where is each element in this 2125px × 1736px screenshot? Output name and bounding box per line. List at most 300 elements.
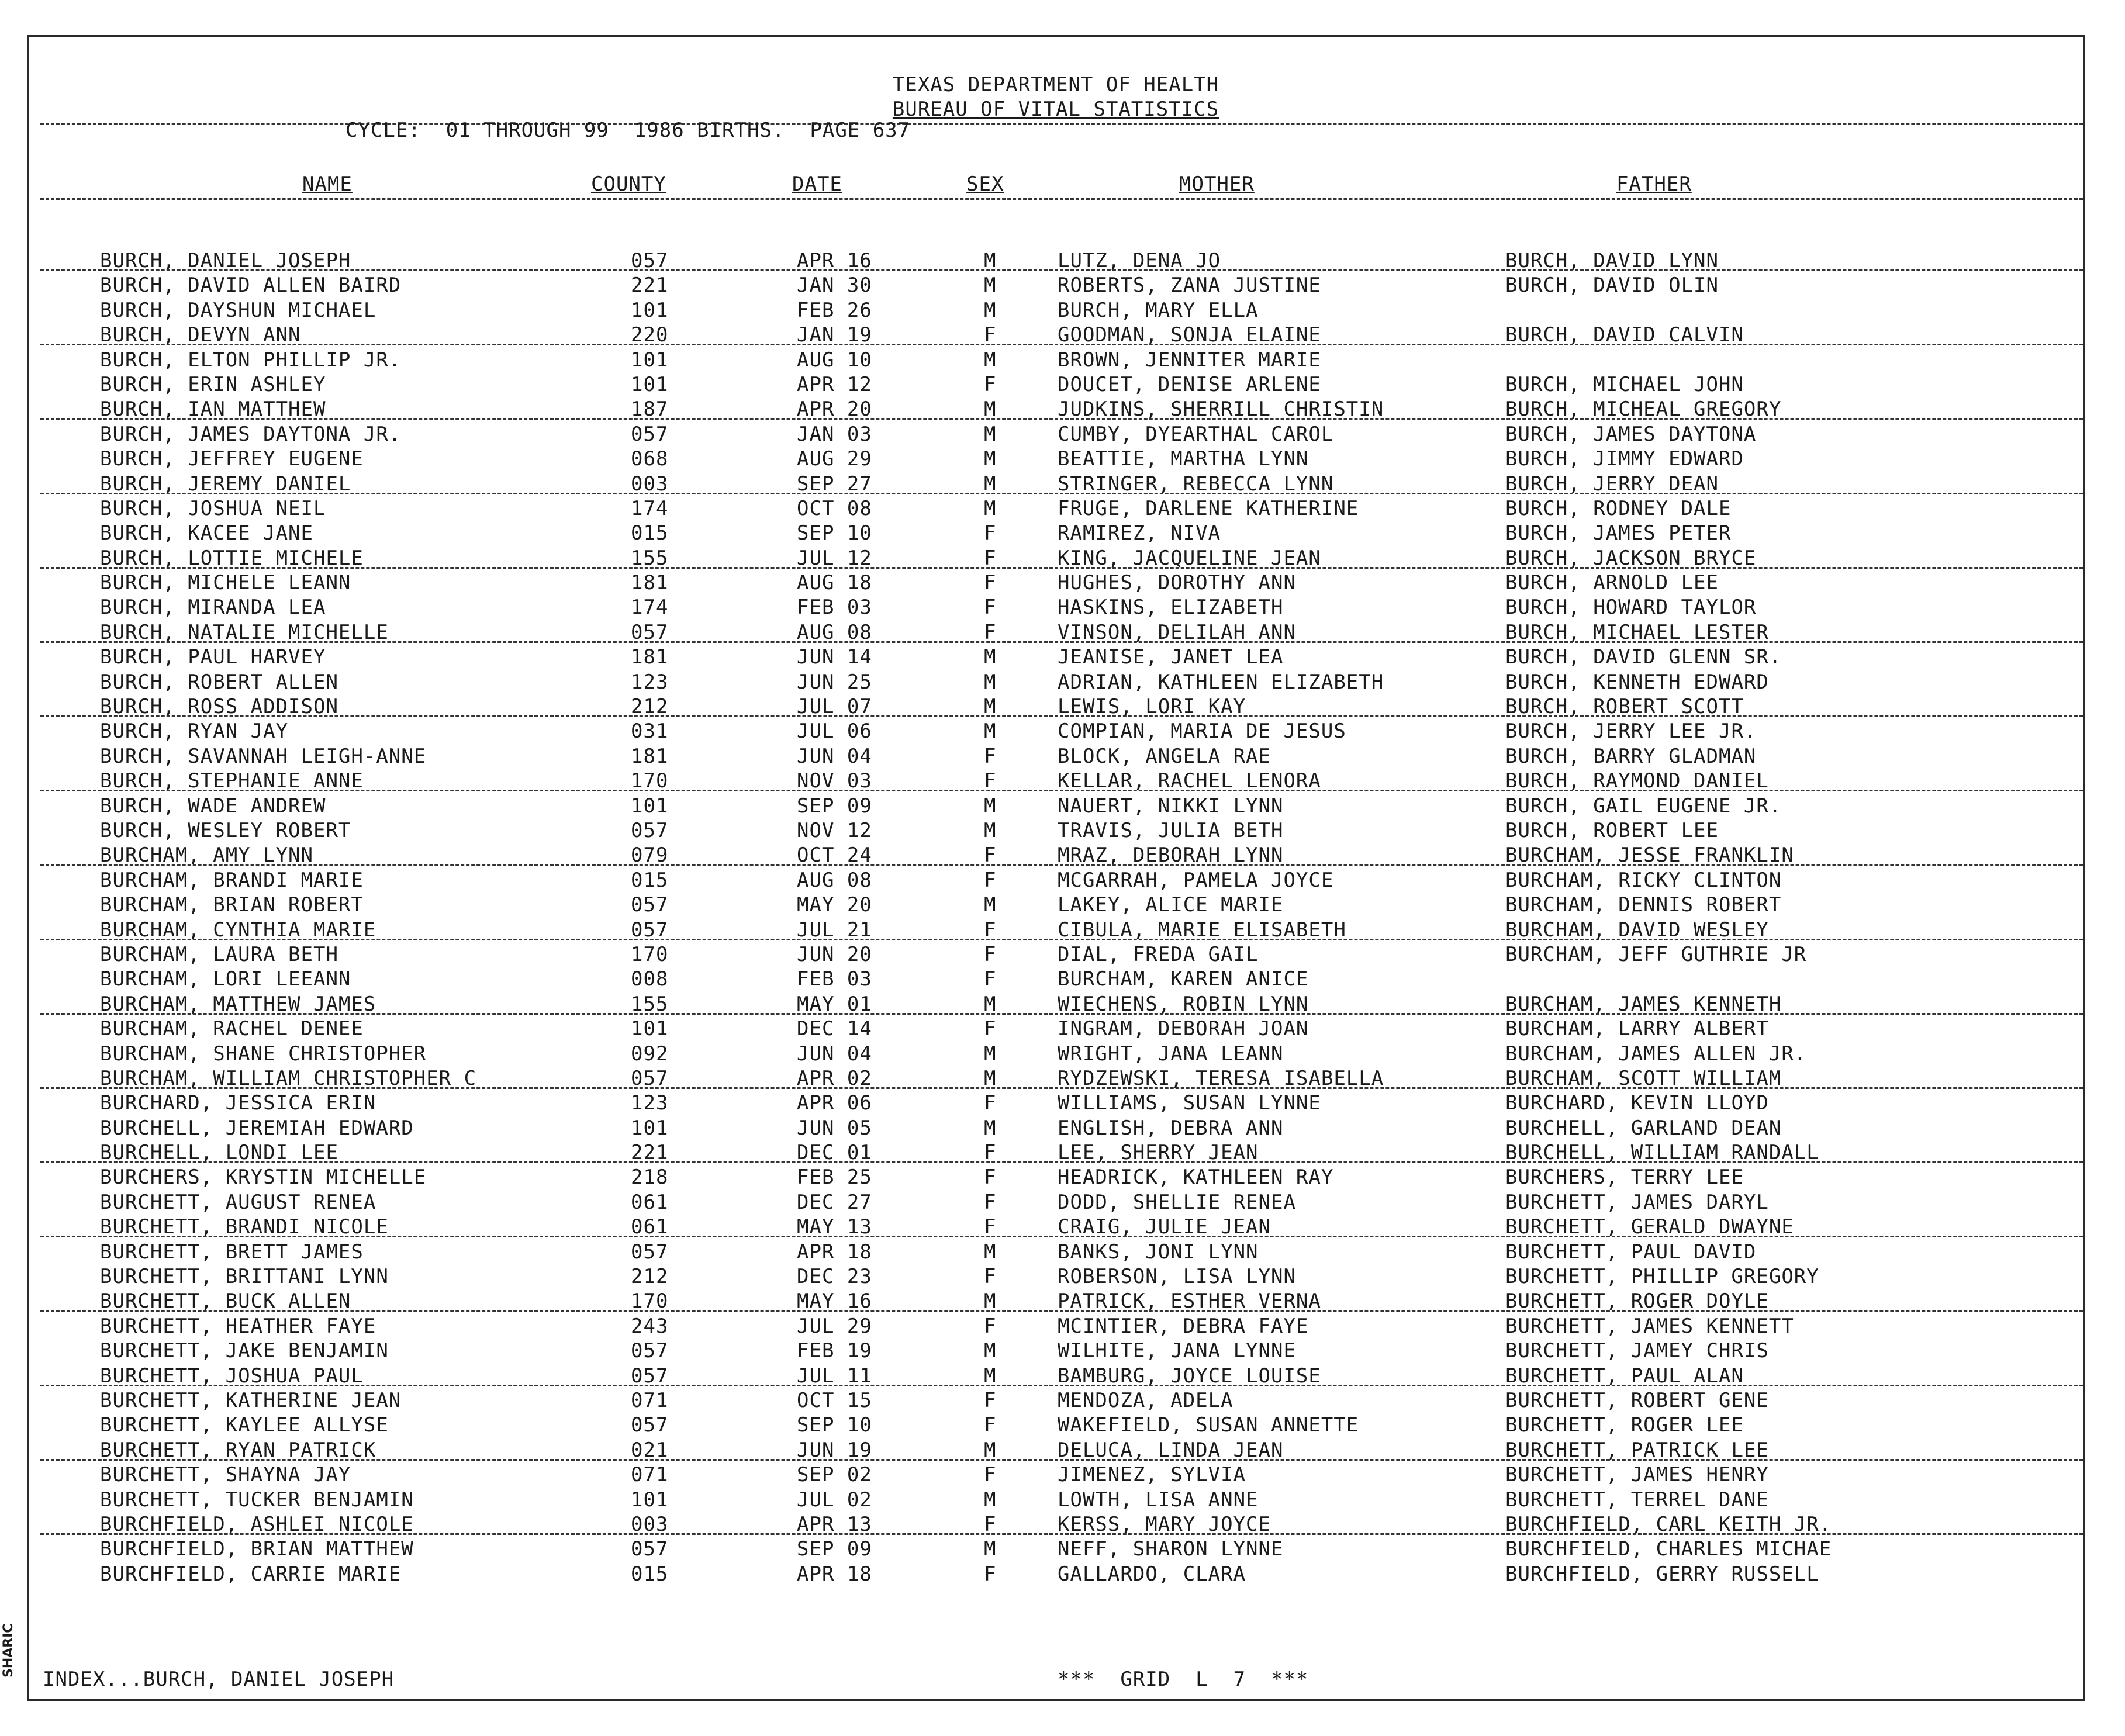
record-date: JUL 11 [797, 1364, 872, 1388]
record-sex: F [984, 521, 997, 545]
record-date: JUN 14 [797, 645, 872, 669]
record-county: 057 [631, 1066, 669, 1090]
record-sex: F [984, 1512, 997, 1536]
record-county: 220 [631, 323, 669, 347]
record-row [29, 1264, 2083, 1289]
record-date: MAY 20 [797, 893, 872, 917]
record-date: JUL 12 [797, 546, 872, 570]
record-date: SEP 10 [797, 1413, 872, 1437]
record-date: MAY 13 [797, 1215, 872, 1239]
record-mother: HUGHES, DOROTHY ANN [1058, 571, 1296, 595]
record-date: APR 02 [797, 1066, 872, 1090]
record-father: BURCHETT, ROBERT GENE [1505, 1388, 1769, 1412]
record-sex: F [984, 620, 997, 644]
record-name: BURCHETT, TUCKER BENJAMIN [100, 1488, 414, 1512]
record-county: 071 [631, 1388, 669, 1412]
record-date: JUN 04 [797, 744, 872, 768]
record-name: BURCHETT, BRITTANI LYNN [100, 1265, 389, 1289]
birth-records-list [29, 248, 2083, 1586]
record-row [29, 794, 2083, 818]
record-date: MAY 16 [797, 1289, 872, 1313]
record-sex: F [984, 769, 997, 793]
record-mother: ADRIAN, KATHLEEN ELIZABETH [1058, 670, 1384, 694]
record-row [29, 1364, 2083, 1388]
record-mother: DODD, SHELLIE RENEA [1058, 1190, 1296, 1214]
record-row [29, 1190, 2083, 1215]
record-county: 079 [631, 843, 669, 867]
record-county: 218 [631, 1166, 669, 1189]
record-row [29, 942, 2083, 967]
record-row [29, 1091, 2083, 1115]
record-father: BURCH, ROBERT LEE [1505, 818, 1719, 842]
record-sex: F [984, 1215, 997, 1239]
record-mother: BURCHAM, KAREN ANICE [1058, 967, 1309, 991]
record-father: BURCHFIELD, GERRY RUSSELL [1505, 1562, 1819, 1586]
record-sex: M [984, 695, 997, 719]
column-header-father: FATHER [1616, 172, 1692, 196]
record-county: 061 [631, 1215, 669, 1239]
record-name: BURCHAM, LAURA BETH [100, 942, 338, 966]
record-sex: M [984, 1339, 997, 1363]
record-date: SEP 10 [797, 521, 872, 545]
record-name: BURCH, DEVYN ANN [100, 323, 301, 347]
record-father: BURCHETT, JAMEY CHRIS [1505, 1339, 1769, 1363]
record-date: APR 20 [797, 397, 872, 421]
record-father: BURCH, DAVID GLENN SR. [1505, 645, 1782, 669]
record-row [29, 1215, 2083, 1239]
record-sex: M [984, 720, 997, 743]
record-name: BURCHAM, AMY LYNN [100, 843, 313, 867]
column-header-divider [40, 198, 2083, 200]
record-name: BURCH, JEFFREY EUGENE [100, 447, 364, 471]
record-date: JAN 03 [797, 422, 872, 446]
record-county: 181 [631, 744, 669, 768]
record-date: JUN 19 [797, 1438, 872, 1462]
record-name: BURCH, JOSHUA NEIL [100, 496, 326, 520]
record-father: BURCH, RODNEY DALE [1505, 496, 1732, 520]
record-mother: MENDOZA, ADELA [1058, 1388, 1233, 1412]
record-row [29, 1462, 2083, 1487]
record-mother: HASKINS, ELIZABETH [1058, 596, 1284, 620]
record-father: BURCH, BARRY GLADMAN [1505, 744, 1757, 768]
record-county: 057 [631, 893, 669, 917]
record-date: APR 13 [797, 1512, 872, 1536]
record-date: AUG 08 [797, 868, 872, 892]
record-sex: M [984, 893, 997, 917]
record-name: BURCHETT, KATHERINE JEAN [100, 1388, 402, 1412]
record-father: BURCHETT, GERALD DWAYNE [1505, 1215, 1794, 1239]
record-county: 101 [631, 298, 669, 322]
record-father: BURCHAM, DAVID WESLEY [1505, 918, 1769, 942]
bureau-title: BUREAU OF VITAL STATISTICS [892, 98, 1219, 121]
record-sex: M [984, 1488, 997, 1512]
record-sex: M [984, 348, 997, 372]
record-mother: CRAIG, JULIE JEAN [1058, 1215, 1271, 1239]
record-row [29, 1140, 2083, 1165]
record-sex: M [984, 1438, 997, 1462]
record-date: SEP 09 [797, 794, 872, 818]
record-sex: M [984, 794, 997, 818]
record-county: 155 [631, 992, 669, 1016]
record-father: BURCH, JIMMY EDWARD [1505, 447, 1744, 471]
record-row [29, 967, 2083, 991]
record-sex: F [984, 1265, 997, 1289]
record-county: 057 [631, 1364, 669, 1388]
record-mother: MCGARRAH, PAMELA JOYCE [1058, 868, 1334, 892]
record-date: JUN 25 [797, 670, 872, 694]
record-county: 243 [631, 1314, 669, 1338]
record-row [29, 1413, 2083, 1437]
record-father: BURCH, JERRY LEE JR. [1505, 720, 1757, 743]
record-name: BURCH, DAYSHUN MICHAEL [100, 298, 376, 322]
record-row [29, 868, 2083, 893]
record-row [29, 918, 2083, 942]
record-father: BURCHETT, ROGER LEE [1505, 1413, 1744, 1437]
record-sex: M [984, 447, 997, 471]
record-father: BURCH, ROBERT SCOTT [1505, 695, 1744, 719]
index-footer: INDEX...BURCH, DANIEL JOSEPH [43, 1668, 395, 1691]
record-county: 068 [631, 447, 669, 471]
record-county: 057 [631, 818, 669, 842]
record-date: APR 18 [797, 1240, 872, 1264]
cycle-line: CYCLE: 01 THROUGH 99 1986 BIRTHS. PAGE 637 [345, 119, 911, 142]
record-row [29, 472, 2083, 496]
record-mother: NEFF, SHARON LYNNE [1058, 1537, 1284, 1561]
record-name: BURCHETT, BUCK ALLEN [100, 1289, 351, 1313]
record-mother: WILLIAMS, SUSAN LYNNE [1058, 1091, 1321, 1115]
record-sex: F [984, 1141, 997, 1165]
record-county: 057 [631, 249, 669, 272]
record-father: BURCHETT, TERREL DANE [1505, 1488, 1769, 1512]
record-county: 057 [631, 1240, 669, 1264]
record-county: 003 [631, 472, 669, 496]
record-row [29, 546, 2083, 570]
record-name: BURCH, DANIEL JOSEPH [100, 249, 351, 272]
record-sex: F [984, 1091, 997, 1115]
record-date: APR 16 [797, 249, 872, 272]
record-father: BURCHAM, JAMES ALLEN JR. [1505, 1042, 1807, 1066]
record-name: BURCH, PAUL HARVEY [100, 645, 326, 669]
record-father: BURCHETT, JAMES DARYL [1505, 1190, 1769, 1214]
record-sex: F [984, 1388, 997, 1412]
record-county: 170 [631, 942, 669, 966]
record-father: BURCHAM, JEFF GUTHRIE JR [1505, 942, 1807, 966]
record-mother: COMPIAN, MARIA DE JESUS [1058, 720, 1346, 743]
record-father: BURCH, DAVID OLIN [1505, 274, 1719, 298]
record-county: 092 [631, 1042, 669, 1066]
record-row [29, 447, 2083, 471]
record-father: BURCH, MICHEAL GREGORY [1505, 397, 1782, 421]
record-father: BURCH, RAYMOND DANIEL [1505, 769, 1769, 793]
record-mother: BLOCK, ANGELA RAE [1058, 744, 1271, 768]
record-row [29, 1438, 2083, 1462]
record-date: DEC 27 [797, 1190, 872, 1214]
record-sex: F [984, 1562, 997, 1586]
record-row [29, 719, 2083, 743]
record-mother: DELUCA, LINDA JEAN [1058, 1438, 1284, 1462]
record-date: SEP 02 [797, 1463, 872, 1487]
record-name: BURCHAM, WILLIAM CHRISTOPHER C [100, 1066, 477, 1090]
record-date: AUG 18 [797, 571, 872, 595]
record-mother: NAUERT, NIKKI LYNN [1058, 794, 1284, 818]
record-mother: BAMBURG, JOYCE LOUISE [1058, 1364, 1321, 1388]
record-row [29, 273, 2083, 298]
record-father: BURCH, ARNOLD LEE [1505, 571, 1719, 595]
record-name: BURCHAM, LORI LEEANN [100, 967, 351, 991]
record-father: BURCHFIELD, CHARLES MICHAE [1505, 1537, 1832, 1561]
record-sex: F [984, 1190, 997, 1214]
record-mother: DOUCET, DENISE ARLENE [1058, 372, 1321, 396]
record-father: BURCHETT, PATRICK LEE [1505, 1438, 1769, 1462]
record-name: BURCH, JAMES DAYTONA JR. [100, 422, 402, 446]
record-date: APR 06 [797, 1091, 872, 1115]
record-sex: M [984, 249, 997, 272]
record-row [29, 670, 2083, 694]
record-name: BURCHETT, JAKE BENJAMIN [100, 1339, 389, 1363]
record-county: 221 [631, 1141, 669, 1165]
record-mother: ENGLISH, DEBRA ANN [1058, 1116, 1284, 1140]
record-mother: BANKS, JONI LYNN [1058, 1240, 1259, 1264]
record-father: BURCHETT, JAMES KENNETT [1505, 1314, 1794, 1338]
record-mother: DIAL, FREDA GAIL [1058, 942, 1259, 966]
record-father: BURCHAM, RICKY CLINTON [1505, 868, 1782, 892]
record-sex: F [984, 1413, 997, 1437]
record-father: BURCH, JAMES DAYTONA [1505, 422, 1757, 446]
record-row [29, 496, 2083, 521]
record-county: 057 [631, 1339, 669, 1363]
record-county: 057 [631, 1537, 669, 1561]
record-father: BURCH, JAMES PETER [1505, 521, 1732, 545]
record-father: BURCH, DAVID LYNN [1505, 249, 1719, 272]
record-name: BURCHELL, LONDI LEE [100, 1141, 338, 1165]
record-sex: M [984, 1364, 997, 1388]
record-county: 101 [631, 372, 669, 396]
record-county: 181 [631, 571, 669, 595]
grid-footer: *** GRID L 7 *** [1058, 1668, 1309, 1691]
record-name: BURCHAM, RACHEL DENEE [100, 1017, 364, 1041]
record-row [29, 1240, 2083, 1264]
record-name: BURCH, ROBERT ALLEN [100, 670, 338, 694]
microfiche-page [27, 35, 2085, 1701]
record-sex: F [984, 571, 997, 595]
record-name: BURCH, ERIN ASHLEY [100, 372, 326, 396]
record-sex: M [984, 992, 997, 1016]
record-mother: BROWN, JENNITER MARIE [1058, 348, 1321, 372]
record-sex: M [984, 1116, 997, 1140]
record-row [29, 570, 2083, 595]
record-name: BURCHELL, JEREMIAH EDWARD [100, 1116, 414, 1140]
record-date: JUL 02 [797, 1488, 872, 1512]
record-name: BURCHETT, KAYLEE ALLYSE [100, 1413, 389, 1437]
record-name: BURCH, LOTTIE MICHELE [100, 546, 364, 570]
record-row [29, 595, 2083, 620]
record-father: BURCH, MICHAEL JOHN [1505, 372, 1744, 396]
record-mother: CUMBY, DYEARTHAL CAROL [1058, 422, 1334, 446]
record-father: BURCHAM, SCOTT WILLIAM [1505, 1066, 1782, 1090]
record-county: 101 [631, 1116, 669, 1140]
record-date: AUG 10 [797, 348, 872, 372]
record-date: JAN 19 [797, 323, 872, 347]
record-father: BURCHETT, PAUL ALAN [1505, 1364, 1744, 1388]
record-mother: HEADRICK, KATHLEEN RAY [1058, 1166, 1334, 1189]
record-row [29, 397, 2083, 421]
record-mother: BEATTIE, MARTHA LYNN [1058, 447, 1309, 471]
record-row [29, 1537, 2083, 1561]
record-name: BURCHAM, CYNTHIA MARIE [100, 918, 376, 942]
record-name: BURCH, WESLEY ROBERT [100, 818, 351, 842]
record-row [29, 645, 2083, 669]
record-father: BURCH, DAVID CALVIN [1505, 323, 1744, 347]
record-row [29, 1016, 2083, 1041]
record-sex: M [984, 1042, 997, 1066]
record-row [29, 323, 2083, 347]
record-mother: FRUGE, DARLENE KATHERINE [1058, 496, 1359, 520]
record-name: BURCH, DAVID ALLEN BAIRD [100, 274, 402, 298]
record-mother: CIBULA, MARIE ELISABETH [1058, 918, 1346, 942]
record-row [29, 694, 2083, 719]
record-mother: TRAVIS, JULIA BETH [1058, 818, 1284, 842]
column-header-county: COUNTY [591, 172, 666, 196]
record-county: 015 [631, 1562, 669, 1586]
record-mother: INGRAM, DEBORAH JOAN [1058, 1017, 1309, 1041]
record-county: 212 [631, 695, 669, 719]
record-mother: KERSS, MARY JOYCE [1058, 1512, 1271, 1536]
record-mother: MRAZ, DEBORAH LYNN [1058, 843, 1284, 867]
record-name: BURCH, SAVANNAH LEIGH-ANNE [100, 744, 427, 768]
record-row [29, 1388, 2083, 1413]
record-date: MAY 01 [797, 992, 872, 1016]
record-father: BURCHAM, DENNIS ROBERT [1505, 893, 1782, 917]
side-stamp: SHARIC [1, 1623, 16, 1678]
record-date: DEC 14 [797, 1017, 872, 1041]
record-county: 155 [631, 546, 669, 570]
record-county: 212 [631, 1265, 669, 1289]
record-mother: WIECHENS, ROBIN LYNN [1058, 992, 1309, 1016]
record-date: DEC 23 [797, 1265, 872, 1289]
record-date: OCT 08 [797, 496, 872, 520]
record-name: BURCHAM, BRIAN ROBERT [100, 893, 364, 917]
record-sex: M [984, 496, 997, 520]
record-row [29, 1116, 2083, 1140]
record-date: JUN 04 [797, 1042, 872, 1066]
record-county: 057 [631, 422, 669, 446]
record-sex: F [984, 546, 997, 570]
record-father: BURCH, MICHAEL LESTER [1505, 620, 1769, 644]
record-sex: F [984, 323, 997, 347]
record-date: JUL 29 [797, 1314, 872, 1338]
record-name: BURCHETT, AUGUST RENEA [100, 1190, 376, 1214]
record-sex: F [984, 942, 997, 966]
record-county: 174 [631, 496, 669, 520]
record-county: 071 [631, 1463, 669, 1487]
record-father: BURCHARD, KEVIN LLOYD [1505, 1091, 1769, 1115]
record-date: SEP 09 [797, 1537, 872, 1561]
record-sex: F [984, 372, 997, 396]
record-name: BURCH, NATALIE MICHELLE [100, 620, 389, 644]
record-date: FEB 25 [797, 1166, 872, 1189]
record-county: 174 [631, 596, 669, 620]
record-county: 057 [631, 620, 669, 644]
record-father: BURCH, HOWARD TAYLOR [1505, 596, 1757, 620]
record-father: BURCHELL, WILLIAM RANDALL [1505, 1141, 1819, 1165]
record-row [29, 843, 2083, 867]
record-row [29, 893, 2083, 917]
record-date: NOV 12 [797, 818, 872, 842]
record-sex: M [984, 1537, 997, 1561]
record-father: BURCHETT, JAMES HENRY [1505, 1463, 1769, 1487]
record-row [29, 1165, 2083, 1189]
record-date: JUL 21 [797, 918, 872, 942]
record-name: BURCHAM, MATTHEW JAMES [100, 992, 376, 1016]
record-county: 021 [631, 1438, 669, 1462]
record-name: BURCH, JEREMY DANIEL [100, 472, 351, 496]
column-header-date: DATE [792, 172, 842, 196]
record-sex: M [984, 1066, 997, 1090]
record-father: BURCHAM, JAMES KENNETH [1505, 992, 1782, 1016]
record-date: FEB 19 [797, 1339, 872, 1363]
record-mother: KELLAR, RACHEL LENORA [1058, 769, 1321, 793]
record-mother: LAKEY, ALICE MARIE [1058, 893, 1284, 917]
record-mother: KING, JACQUELINE JEAN [1058, 546, 1321, 570]
record-county: 170 [631, 769, 669, 793]
record-sex: F [984, 744, 997, 768]
record-date: AUG 08 [797, 620, 872, 644]
record-sex: M [984, 422, 997, 446]
record-sex: F [984, 918, 997, 942]
record-mother: GOODMAN, SONJA ELAINE [1058, 323, 1321, 347]
record-father: BURCH, KENNETH EDWARD [1505, 670, 1769, 694]
record-mother: GALLARDO, CLARA [1058, 1562, 1246, 1586]
record-sex: M [984, 397, 997, 421]
record-name: BURCH, STEPHANIE ANNE [100, 769, 364, 793]
column-header-mother: MOTHER [1179, 172, 1255, 196]
record-mother: JUDKINS, SHERRILL CHRISTIN [1058, 397, 1384, 421]
record-mother: JIMENEZ, SYLVIA [1058, 1463, 1246, 1487]
record-mother: WILHITE, JANA LYNNE [1058, 1339, 1296, 1363]
record-date: JUL 06 [797, 720, 872, 743]
record-mother: PATRICK, ESTHER VERNA [1058, 1289, 1321, 1313]
record-name: BURCH, IAN MATTHEW [100, 397, 326, 421]
record-mother: LEE, SHERRY JEAN [1058, 1141, 1259, 1165]
record-father: BURCHETT, PHILLIP GREGORY [1505, 1265, 1819, 1289]
record-row [29, 818, 2083, 843]
record-row [29, 298, 2083, 323]
record-sex: F [984, 967, 997, 991]
record-row [29, 1289, 2083, 1313]
record-row [29, 1339, 2083, 1363]
record-row [29, 1314, 2083, 1339]
record-row [29, 422, 2083, 447]
record-county: 181 [631, 645, 669, 669]
record-father: BURCH, GAIL EUGENE JR. [1505, 794, 1782, 818]
record-row [29, 620, 2083, 645]
record-county: 057 [631, 918, 669, 942]
record-county: 101 [631, 1488, 669, 1512]
record-sex: F [984, 1463, 997, 1487]
record-mother: RYDZEWSKI, TERESA ISABELLA [1058, 1066, 1384, 1090]
record-row [29, 992, 2083, 1016]
record-county: 123 [631, 670, 669, 694]
record-name: BURCHARD, JESSICA ERIN [100, 1091, 376, 1115]
record-mother: WRIGHT, JANA LEANN [1058, 1042, 1284, 1066]
record-county: 170 [631, 1289, 669, 1313]
record-county: 101 [631, 794, 669, 818]
record-county: 061 [631, 1190, 669, 1214]
record-date: FEB 03 [797, 967, 872, 991]
record-mother: LOWTH, LISA ANNE [1058, 1488, 1259, 1512]
record-row [29, 372, 2083, 397]
record-father: BURCHAM, LARRY ALBERT [1505, 1017, 1769, 1041]
